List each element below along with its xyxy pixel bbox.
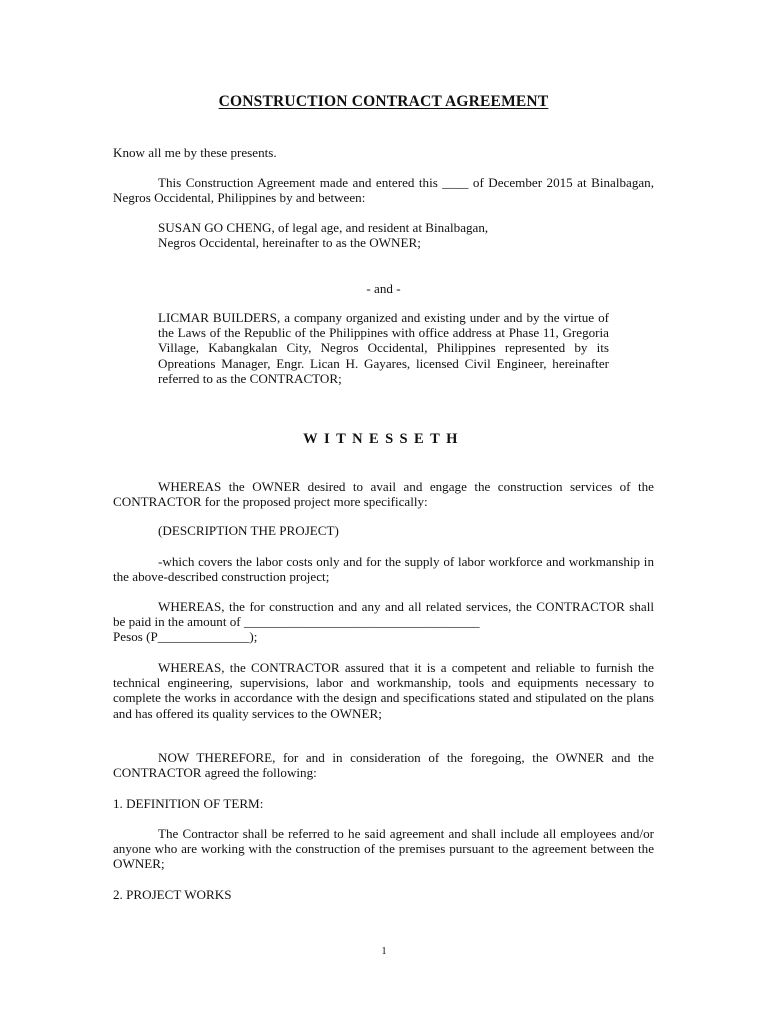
project-description-placeholder: (DESCRIPTION THE PROJECT) <box>158 523 339 538</box>
and-separator: - and - <box>366 281 401 296</box>
section-1-body: The Contractor shall be referred to he said agreement and shall include all employees and/or anyone who are working with the construction of the premises pursuant to the agreement between the OWNER; <box>113 826 654 872</box>
greeting-paragraph: Know all me by these presents. <box>113 145 277 160</box>
section-1-heading: 1. DEFINITION OF TERM: <box>113 796 264 811</box>
witnesseth-heading: WITNESSETH <box>303 431 464 447</box>
whereas-owner-paragraph: WHEREAS the OWNER desired to avail and engage the construction services of the CONTRACTOR for the proposed project more specifically: <box>113 479 654 510</box>
page-number: 1 <box>381 946 387 957</box>
pesos-amount-blank: Pesos (P______________); <box>113 629 258 644</box>
intro-paragraph: This Construction Agreement made and entered this ____ of December 2015 at Binalbagan, Negros Occidental, Philippines by and between: <box>113 175 654 206</box>
owner-line-2: Negros Occidental, hereinafter to as the OWNER; <box>158 235 421 250</box>
section-2-heading: 2. PROJECT WORKS <box>113 887 232 902</box>
contractor-assurance-paragraph: WHEREAS, the CONTRACTOR assured that it is a competent and reliable to furnish the technical engineering, supervisions, labor and workmanship, tools and equipments necessary to complete the works in accordance with the design and specifications stated and stipulated on the plans and has offered its quality services to the OWNER; <box>113 660 654 721</box>
labor-costs-paragraph: -which covers the labor costs only and for the supply of labor workforce and workmanship in the above-described construction project; <box>113 554 654 585</box>
contractor-paragraph: LICMAR BUILDERS, a company organized and existing under and by the virtue of the Laws of the Republic of the Philippines with office address at Phase 11, Gregoria Village, Kabangkalan City, Negros Occidental, Philippines represented by its Opreations Manager, Engr. Lican H. Gayares, licensed Civil Engineer, hereinafter referred to as the CONTRACTOR; <box>158 310 609 386</box>
document-title: CONSTRUCTION CONTRACT AGREEMENT <box>218 93 549 110</box>
payment-paragraph: WHEREAS, the for construction and any and all related services, the CONTRACTOR shall be paid in the amount of ____________________________________ <box>113 599 654 630</box>
now-therefore-paragraph: NOW THEREFORE, for and in consideration of the foregoing, the OWNER and the CONTRACTOR agreed the following: <box>113 750 654 781</box>
owner-line-1: SUSAN GO CHENG, of legal age, and resident at Binalbagan, <box>158 220 489 235</box>
